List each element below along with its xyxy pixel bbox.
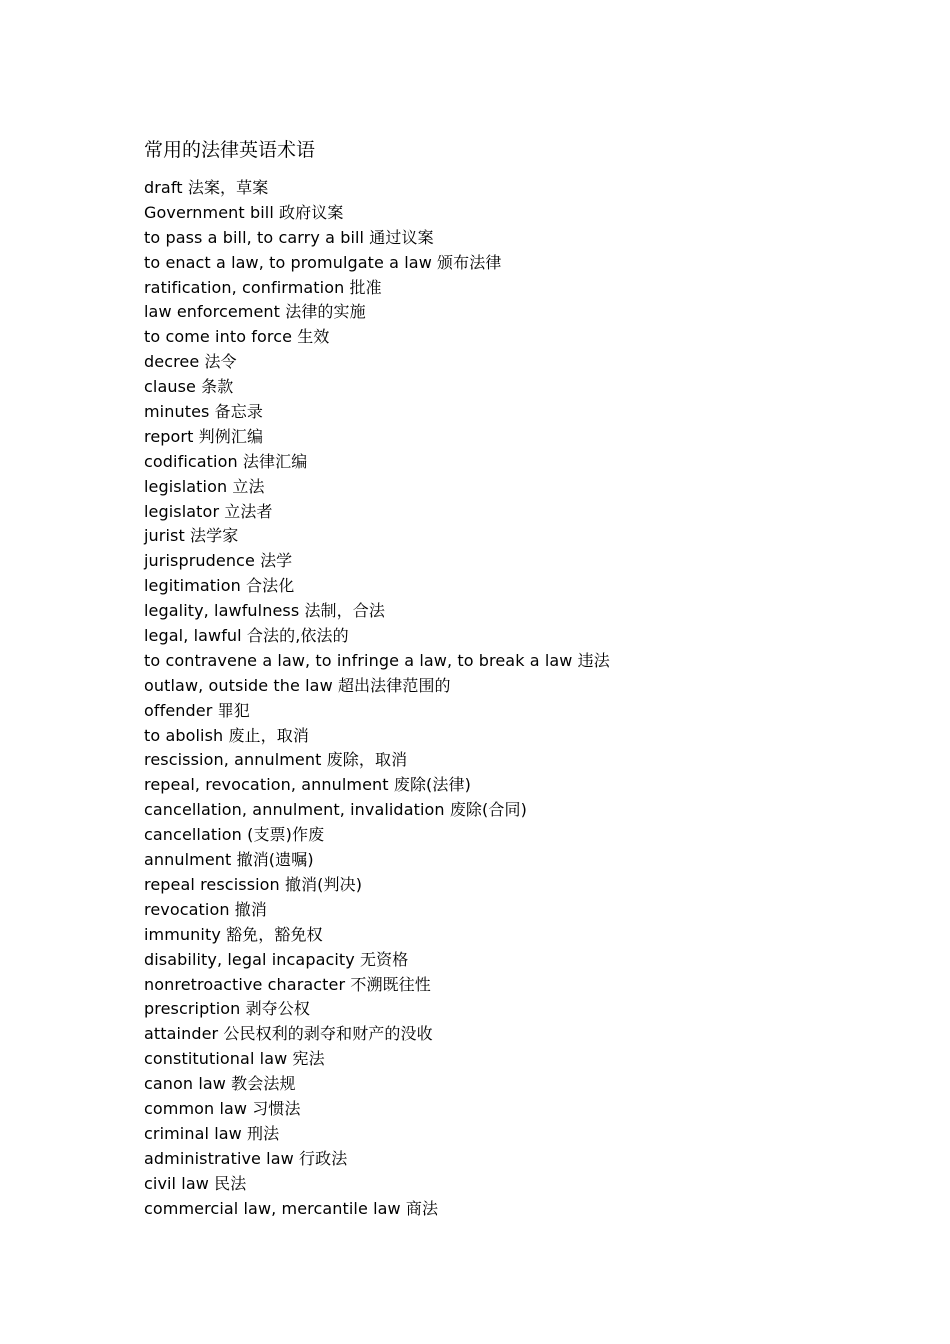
term-line: Government bill 政府议案 bbox=[144, 202, 344, 222]
term-line: criminal law 刑法 bbox=[144, 1123, 280, 1143]
term-line: administrative law 行政法 bbox=[144, 1148, 348, 1168]
term-line: jurist 法学家 bbox=[144, 526, 239, 546]
term-line: revocation 撤消 bbox=[144, 899, 267, 919]
term-line: prescription 剥夺公权 bbox=[144, 999, 310, 1019]
term-line: draft 法案，草案 bbox=[144, 178, 269, 197]
term-line: legality, lawfulness 法制，合法 bbox=[144, 601, 385, 621]
term-line: common law 习惯法 bbox=[144, 1098, 301, 1118]
term-line: repeal, revocation, annulment 废除(法律) bbox=[144, 775, 471, 795]
term-line: to pass a bill, to carry a bill 通过议案 bbox=[144, 227, 434, 247]
term-line: canon law 教会法规 bbox=[144, 1074, 296, 1094]
term-line: nonretroactive character 不溯既往性 bbox=[144, 974, 431, 994]
term-line: to abolish 废止，取消 bbox=[144, 725, 309, 745]
term-line: to come into force 生效 bbox=[144, 327, 330, 347]
document-content bbox=[144, 136, 904, 1221]
term-line: offender 罪犯 bbox=[144, 700, 250, 720]
term-line: decree 法令 bbox=[144, 352, 237, 372]
term-line: attainder 公民权利的剥夺和财产的没收 bbox=[144, 1024, 433, 1044]
term-line: disability, legal incapacity 无资格 bbox=[144, 949, 409, 969]
term-line: repeal rescission 撤消(判决) bbox=[144, 874, 363, 894]
term-line: law enforcement 法律的实施 bbox=[144, 302, 366, 322]
term-line: to contravene a law, to infringe a law, to break a law 违法 bbox=[144, 650, 610, 670]
document-title: 常用的法律英语术语 bbox=[144, 139, 316, 161]
term-line: immunity 豁免，豁免权 bbox=[144, 924, 323, 944]
term-line: constitutional law 宪法 bbox=[144, 1049, 325, 1069]
term-line: cancellation (支票)作废 bbox=[144, 825, 325, 845]
term-line: legitimation 合法化 bbox=[144, 576, 295, 596]
term-line: annulment 撤消(遗嘱) bbox=[144, 850, 314, 870]
term-line: report 判例汇编 bbox=[144, 426, 264, 446]
term-list bbox=[144, 176, 904, 1221]
term-line: to enact a law, to promulgate a law 颁布法律 bbox=[144, 252, 502, 272]
term-line: cancellation, annulment, invalidation 废除(合同) bbox=[144, 800, 527, 820]
term-line: rescission, annulment 废除，取消 bbox=[144, 750, 408, 770]
term-line: commercial law, mercantile law 商法 bbox=[144, 1198, 439, 1218]
term-line: legislator 立法者 bbox=[144, 501, 273, 521]
term-line: outlaw, outside the law 超出法律范围的 bbox=[144, 675, 451, 695]
term-line: clause 条款 bbox=[144, 377, 234, 397]
term-line: ratification, confirmation 批准 bbox=[144, 277, 382, 297]
term-line: minutes 备忘录 bbox=[144, 402, 263, 422]
term-line: codification 法律汇编 bbox=[144, 451, 308, 471]
term-line: jurisprudence 法学 bbox=[144, 551, 293, 571]
term-line: legal, lawful 合法的,依法的 bbox=[144, 626, 349, 646]
term-line: legislation 立法 bbox=[144, 476, 265, 496]
term-line: civil law 民法 bbox=[144, 1173, 247, 1193]
